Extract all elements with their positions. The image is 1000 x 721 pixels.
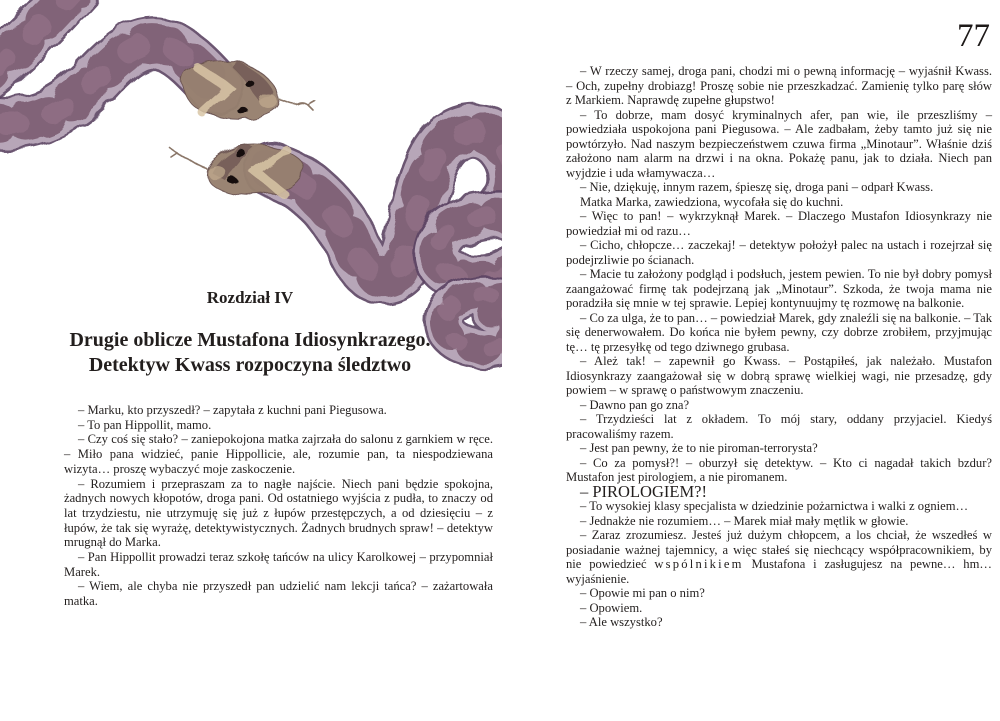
- paragraph: – Opowie mi pan o nim?: [580, 586, 705, 600]
- paragraph: – Co za ulga, że to pan… – powiedział Marek, gdy znaleźli się na balkonie. – Tak się denerwowałem. Do końca nie byłem pewny, czy dobrze zrobiłem, przyjmując tę… tę przesyłkę od tego dziwnego grubasa.: [566, 310, 992, 354]
- paragraph: – Więc to pan! – wykrzyknął Marek. – Dlaczego Mustafon Idiosynkrazy nie powiedział mi od razu…: [566, 209, 992, 238]
- paragraph: – Pan Hippollit prowadzi teraz szkołę tańców na ulicy Karolkowej – przypomniał Marek.: [64, 550, 493, 579]
- snake-1-tongue-icon: [279, 100, 315, 110]
- paragraph: – Macie tu założony podgląd i podsłuch, jestem pewien. To nie był dobry pomysł zaangażować firmę tak podejrzaną jak „Minotaur”. Szkoda, że twoja mama nie poradziła się mnie w tej sprawie. Lepiej kontynuujmy tę rozmowę na balkonie.: [566, 267, 992, 310]
- paragraph-segment: – Zaraz zrozumiesz. Jesteś już dużym chłopcem, a los chciał, że wszedłeś w posiadanie ważnej tajemnicy, a więc stałeś się niechcący współpracownikiem, by nie powiedzieć: [566, 528, 992, 571]
- paragraph: – To pan Hippollit, mamo.: [78, 417, 212, 432]
- snakes-illustration: [0, 0, 502, 452]
- snake-2-head: [170, 144, 303, 195]
- paragraph: Matka Marka, zawiedziona, wycofała się do kuchni.: [580, 194, 844, 209]
- left-page-text: [64, 403, 493, 609]
- paragraph: – Cicho, chłopcze… zaczekaj! – detektyw położył palec na ustach i rozejrzał się podejrzliwie po ścianach.: [566, 238, 992, 267]
- paragraph: – Wiem, ale chyba nie przyszedł pan udzielić nam lekcji tańca? – zażartowała matka.: [64, 579, 493, 609]
- snake-2-tongue-icon: [170, 148, 206, 168]
- paragraph: – To wysokiej klasy specjalista w dziedzinie pożarnictwa i walki z ogniem…: [580, 499, 969, 513]
- paragraph: – Opowiem.: [580, 600, 643, 615]
- paragraph: – Czy coś się stało? – zaniepokojona matka zajrzała do salonu z garnkiem w ręce. – Miło pana widzieć, panie Hippollicie, ale, rozumie pan, ta niespodziewana wizyta… proszę wybaczyć moje zaskoczenie.: [64, 432, 493, 476]
- chapter-title-line-1: Drugie oblicze Mustafona Idiosynkrazego.: [69, 329, 431, 351]
- paragraph: – Nie, dziękuję, innym razem, śpieszę się, droga pani – odparł Kwass.: [580, 180, 934, 194]
- paragraph-segment: Mustafona i zasługujesz na pewne… hm… wyjaśnienie.: [566, 557, 992, 586]
- snake-1-head: [182, 60, 315, 118]
- paragraph-with-emphasis: [566, 528, 992, 586]
- emphasized-word: wspólnikiem: [654, 557, 744, 571]
- paragraph: – Co za pomysł?! – oburzył się detektyw. – Kto ci nagadał takich bzdur? Mustafon jest pirologiem, a nie piromanem.: [566, 455, 992, 484]
- page-number: 77: [957, 18, 990, 54]
- chapter-heading: [40, 288, 460, 378]
- chapter-title: [40, 328, 460, 378]
- snake-2-coil: [437, 215, 502, 279]
- paragraph: – W rzeczy samej, droga pani, chodzi mi o pewną informację – wyjaśnił Kwass. – Och, zupełny drobiazg! Proszę sobie nie przeszkadzać. Zamienię tylko parę słów z Markiem. Naprawdę zupełne głupstwo!: [566, 64, 992, 107]
- right-page-text: [566, 64, 992, 630]
- paragraph: – Trzydzieści lat z okładem. To mój stary, oddany przyjaciel. Kiedyś pracowaliśmy razem.: [566, 412, 992, 441]
- paragraph-shout: – PIROLOGIEM?!: [580, 481, 707, 501]
- paragraph: – Rozumiem i przepraszam za to nagłe najście. Niech pani będzie spokojna, żadnych nowych kłopotów, droga pani. Od ostatniego wyjścia z pudła, to znaczy od lat trzydziestu, nie utrzymuję się już z łupów przestępczych, a od dziesięciu – z łupów, że tak się wyrażę, detektywistycznych. Żadnych brudnych spraw! – detektyw mrugnął do Marka.: [64, 476, 493, 550]
- chapter-title-line-2: Detektyw Kwass rozpoczyna śledztwo: [88, 354, 412, 376]
- chapter-label: Rozdział IV: [206, 288, 294, 307]
- paragraph: – Jednakże nie rozumiem… – Marek miał mały mętlik w głowie.: [580, 513, 909, 528]
- paragraph: – Marku, kto przyszedł? – zapytała z kuchni pani Piegusowa.: [78, 403, 387, 417]
- paragraph: – Dawno pan go zna?: [580, 397, 690, 412]
- paragraph: – Ale wszystko?: [580, 615, 663, 629]
- paragraph: – To dobrze, mam dosyć kryminalnych afer, pan wie, ile przeszliśmy – powiedziała uspokojona pani Piegusowa. – Ale zadbałam, żeby tamto już się nie powtórzyło. Nad naszym bezpieczeństwem czuwa firma „Minotaur”. Właśnie dziś założono nam alarm na drzwi i na okna. Pokażę panu, jak to działa. Niech pan wyjdzie i uda włamywacza…: [566, 107, 992, 180]
- paragraph: – Ależ tak! – zapewnił go Kwass. – Postąpiłeś, jak należało. Mustafon Idiosynkrazy zaangażował się w dobrą sprawę wielkiej wagi, nie przesadzę, gdy powiem – w sprawę o państwowym znaczeniu.: [566, 354, 992, 397]
- paragraph: – Jest pan pewny, że to nie piroman-terrorysta?: [580, 441, 818, 455]
